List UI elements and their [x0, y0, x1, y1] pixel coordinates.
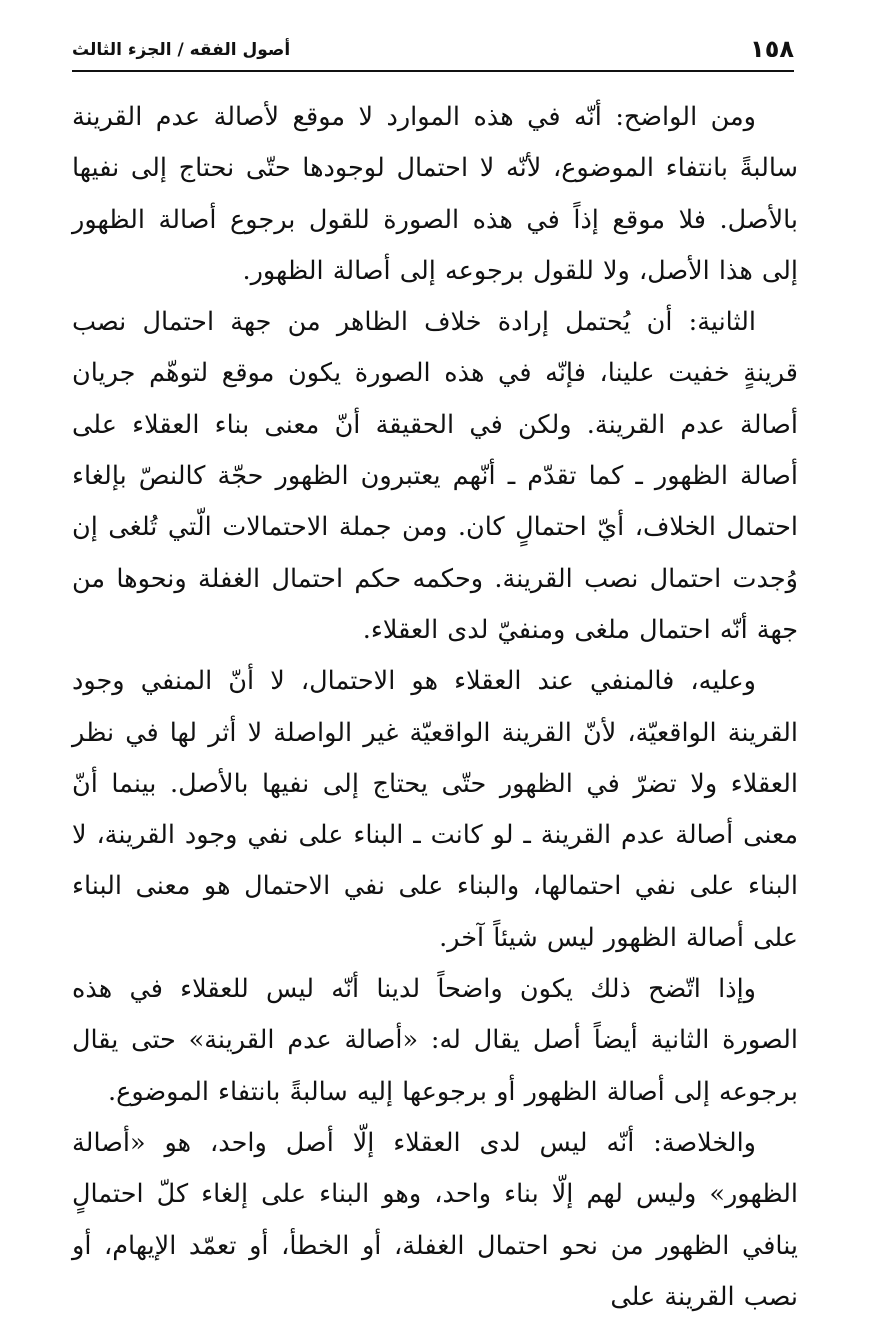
body-text [72, 92, 798, 1323]
paragraph: الثانية: أن يُحتمل إرادة خلاف الظاهر من جهة احتمال نصب قرينةٍ خفيت علينا، فإنّه في هذه الصورة يكون موقع لتوهّم جريان أصالة عدم القرينة. ولكن في الحقيقة أنّ معنى بناء العقلاء على أصالة الظهور ـ كما تقدّم ـ أنّهم يعتبرون الظهور حجّة كالنصّ بإلغاء احتمال الخلاف، أيّ احتمالٍ كان. ومن جملة الاحتمالات الّتي تُلغى إن وُجدت احتمال نصب القرينة. وحكمه حكم احتمال الغفلة ونحوها من جهة أنّه احتمال ملغى ومنفيّ لدى العقلاء. [72, 307, 798, 645]
running-head: أصول الفقه / الجزء الثالث [72, 40, 291, 60]
page-number: ١٥٨ [750, 35, 794, 63]
paragraph: وعليه، فالمنفي عند العقلاء هو الاحتمال، لا أنّ المنفي وجود القرينة الواقعيّة، لأنّ القرينة الواقعيّة غير الواصلة لا أثر لها في نظر العقلاء ولا تضرّ في الظهور حتّى يحتاج إلى نفيها بالأصل. بينما أنّ معنى أصالة عدم القرينة ـ لو كانت ـ البناء على نفي وجود القرينة، لا البناء على نفي احتمالها، والبناء على نفي الاحتمال هو معنى البناء على أصالة الظهور ليس شيئاً آخر. [72, 666, 798, 953]
page-header [72, 30, 794, 72]
paragraph: ومن الواضح: أنّه في هذه الموارد لا موقع لأصالة عدم القرينة سالبةً بانتفاء الموضوع، لأنّه لا احتمال لوجودها حتّى نحتاج إلى نفيها بالأصل. فلا موقع إذاً في هذه الصورة للقول برجوع أصالة الظهور إلى هذا الأصل، ولا للقول برجوعه إلى أصالة الظهور. [72, 102, 799, 286]
paragraph: وإذا اتّضح ذلك يكون واضحاً لدينا أنّه ليس للعقلاء في هذه الصورة الثانية أيضاً أصل يقال له: «أصالة عدم القرينة» حتى يقال برجوعه إلى أصالة الظهور أو برجوعها إليه سالبةً بانتفاء الموضوع. [72, 974, 798, 1107]
paragraph: والخلاصة: أنّه ليس لدى العقلاء إلّا أصل واحد، هو «أصالة الظهور» وليس لهم إلّا بناء واحد، وهو البناء على إلغاء كلّ احتمالٍ ينافي الظهور من نحو احتمال الغفلة، أو الخطأ، أو تعمّد الإيهام، أو نصب القرينة على [72, 1127, 798, 1312]
